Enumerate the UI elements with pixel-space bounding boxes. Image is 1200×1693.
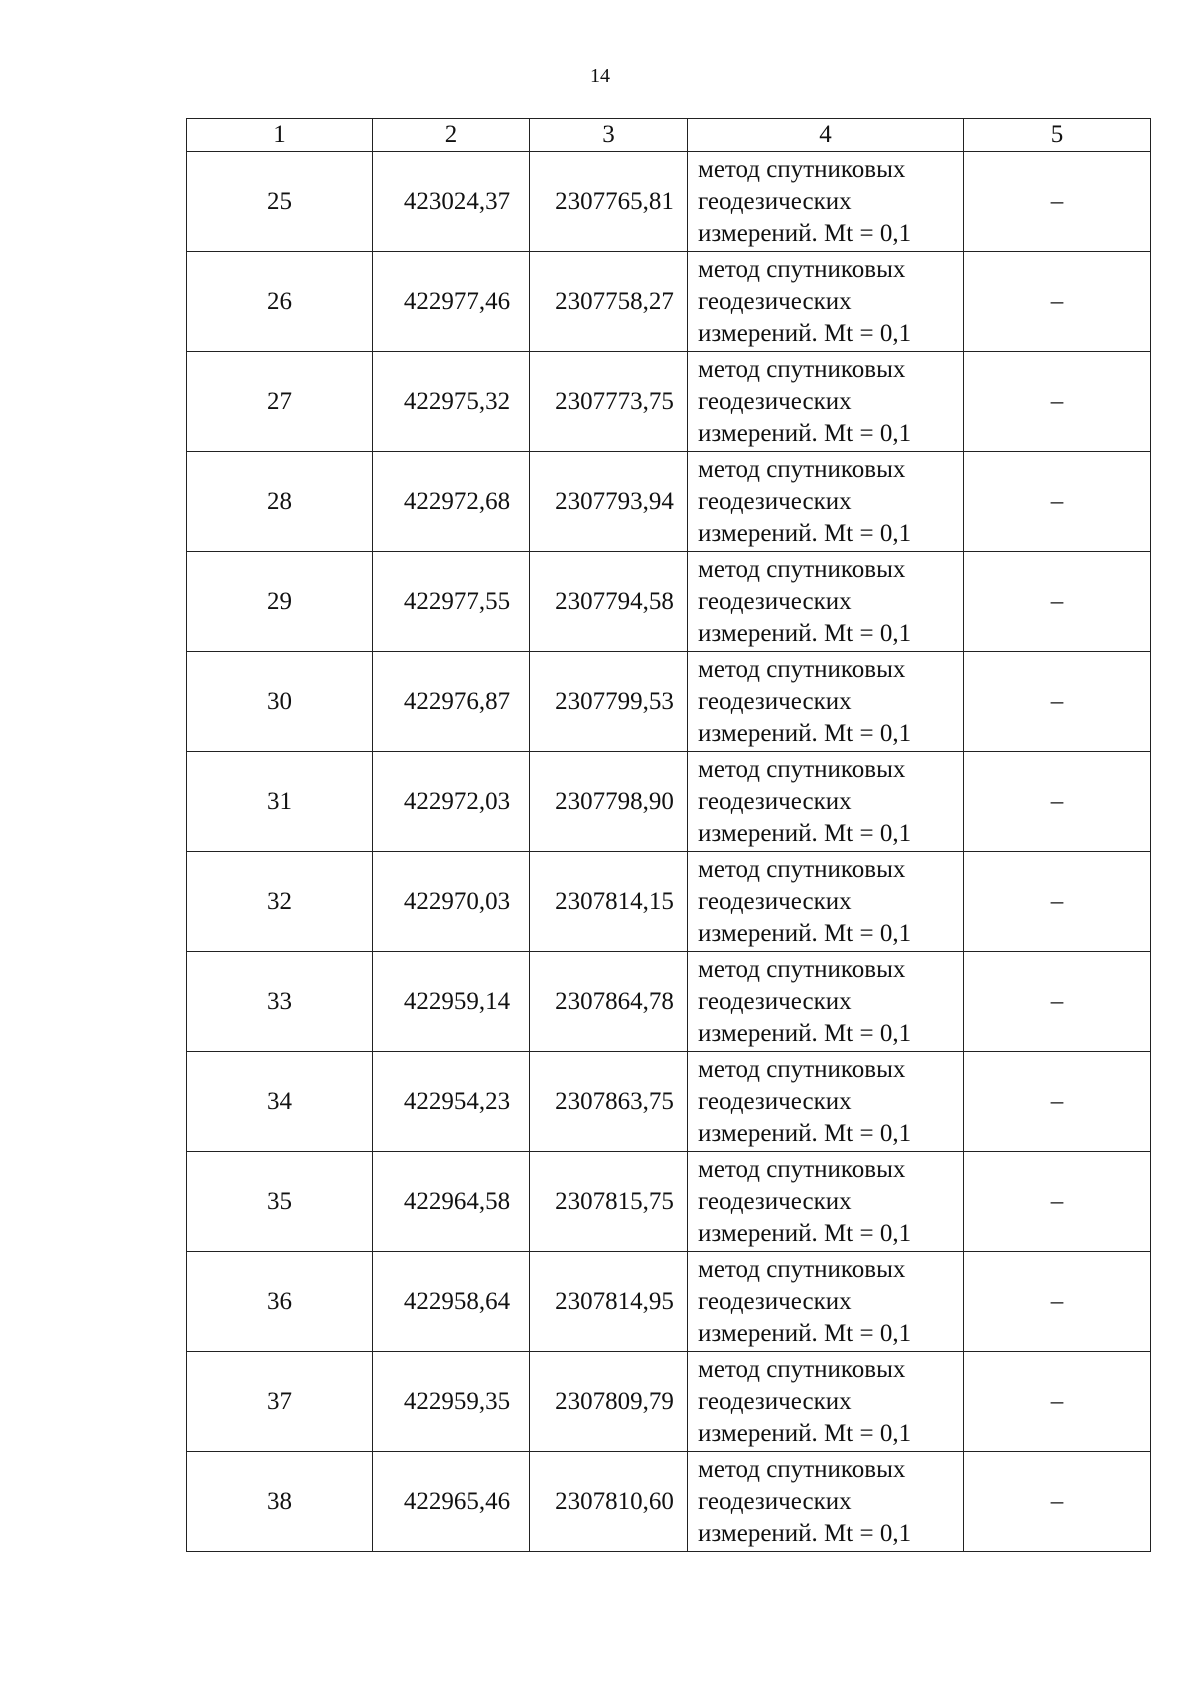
method-text-line: измерений. Mt = 0,1 bbox=[698, 1419, 912, 1447]
table-row bbox=[187, 452, 1151, 552]
table-row bbox=[187, 1452, 1151, 1552]
method-text-line: метод спутниковых bbox=[698, 455, 906, 483]
header-col-2: 2 bbox=[373, 119, 530, 152]
method-text-line: геодезических bbox=[698, 887, 852, 915]
method-text-line: измерений. Mt = 0,1 bbox=[698, 1219, 912, 1247]
method-text-line: метод спутниковых bbox=[698, 1255, 906, 1283]
coordinate-x: 422954,23 bbox=[373, 1052, 530, 1152]
note-dash: – bbox=[964, 252, 1151, 352]
method-text-line: геодезических bbox=[698, 1387, 852, 1415]
method-text-line: геодезических bbox=[698, 687, 852, 715]
method-text-line: метод спутниковых bbox=[698, 155, 906, 183]
measurement-method bbox=[688, 452, 964, 552]
table-row bbox=[187, 852, 1151, 952]
note-dash: – bbox=[964, 1152, 1151, 1252]
measurement-method bbox=[688, 652, 964, 752]
note-dash: – bbox=[964, 1452, 1151, 1552]
header-col-1: 1 bbox=[187, 119, 373, 152]
coordinate-y: 2307814,15 bbox=[530, 852, 688, 952]
note-dash: – bbox=[964, 952, 1151, 1052]
page-number: 14 bbox=[590, 65, 610, 87]
note-dash: – bbox=[964, 652, 1151, 752]
table-row bbox=[187, 952, 1151, 1052]
method-text-line: измерений. Mt = 0,1 bbox=[698, 819, 912, 847]
method-text-line: измерений. Mt = 0,1 bbox=[698, 419, 912, 447]
coordinate-x: 422965,46 bbox=[373, 1452, 530, 1552]
coordinate-x: 422977,55 bbox=[373, 552, 530, 652]
point-number: 36 bbox=[187, 1252, 373, 1352]
method-text-line: измерений. Mt = 0,1 bbox=[698, 1519, 912, 1547]
point-number: 33 bbox=[187, 952, 373, 1052]
method-text-line: измерений. Mt = 0,1 bbox=[698, 1119, 912, 1147]
coordinate-y: 2307799,53 bbox=[530, 652, 688, 752]
method-text-line: метод спутниковых bbox=[698, 655, 906, 683]
coordinates-table bbox=[186, 118, 1151, 1552]
method-text-line: измерений. Mt = 0,1 bbox=[698, 919, 912, 947]
note-dash: – bbox=[964, 452, 1151, 552]
coordinate-y: 2307794,58 bbox=[530, 552, 688, 652]
header-col-4: 4 bbox=[688, 119, 964, 152]
table-row bbox=[187, 1152, 1151, 1252]
coordinate-y: 2307864,78 bbox=[530, 952, 688, 1052]
header-col-3: 3 bbox=[530, 119, 688, 152]
method-text-line: метод спутниковых bbox=[698, 1355, 906, 1383]
measurement-method bbox=[688, 1052, 964, 1152]
coordinate-x: 422975,32 bbox=[373, 352, 530, 452]
coordinate-x: 422959,14 bbox=[373, 952, 530, 1052]
method-text-line: геодезических bbox=[698, 287, 852, 315]
measurement-method bbox=[688, 752, 964, 852]
measurement-method bbox=[688, 1452, 964, 1552]
method-text-line: измерений. Mt = 0,1 bbox=[698, 219, 912, 247]
coordinate-x: 422959,35 bbox=[373, 1352, 530, 1452]
method-text-line: метод спутниковых bbox=[698, 555, 906, 583]
table-row bbox=[187, 652, 1151, 752]
point-number: 34 bbox=[187, 1052, 373, 1152]
coordinate-x: 422970,03 bbox=[373, 852, 530, 952]
table-row bbox=[187, 152, 1151, 252]
measurement-method bbox=[688, 1152, 964, 1252]
method-text-line: измерений. Mt = 0,1 bbox=[698, 619, 912, 647]
coordinate-y: 2307810,60 bbox=[530, 1452, 688, 1552]
note-dash: – bbox=[964, 1052, 1151, 1152]
method-text-line: геодезических bbox=[698, 487, 852, 515]
measurement-method bbox=[688, 552, 964, 652]
method-text-line: метод спутниковых bbox=[698, 755, 906, 783]
method-text-line: метод спутниковых bbox=[698, 255, 906, 283]
table-row bbox=[187, 352, 1151, 452]
coordinate-y: 2307798,90 bbox=[530, 752, 688, 852]
note-dash: – bbox=[964, 752, 1151, 852]
method-text-line: геодезических bbox=[698, 987, 852, 1015]
point-number: 37 bbox=[187, 1352, 373, 1452]
point-number: 25 bbox=[187, 152, 373, 252]
measurement-method bbox=[688, 252, 964, 352]
coordinate-y: 2307793,94 bbox=[530, 452, 688, 552]
coordinate-y: 2307809,79 bbox=[530, 1352, 688, 1452]
point-number: 32 bbox=[187, 852, 373, 952]
method-text-line: метод спутниковых bbox=[698, 1055, 906, 1083]
method-text-line: метод спутниковых bbox=[698, 1155, 906, 1183]
point-number: 27 bbox=[187, 352, 373, 452]
measurement-method bbox=[688, 152, 964, 252]
method-text-line: геодезических bbox=[698, 787, 852, 815]
point-number: 29 bbox=[187, 552, 373, 652]
method-text-line: геодезических bbox=[698, 187, 852, 215]
table-body bbox=[187, 152, 1151, 1552]
measurement-method bbox=[688, 352, 964, 452]
coordinate-x: 422977,46 bbox=[373, 252, 530, 352]
method-text-line: измерений. Mt = 0,1 bbox=[698, 319, 912, 347]
method-text-line: метод спутниковых bbox=[698, 955, 906, 983]
method-text-line: измерений. Mt = 0,1 bbox=[698, 519, 912, 547]
coordinate-y: 2307863,75 bbox=[530, 1052, 688, 1152]
table-row bbox=[187, 252, 1151, 352]
table-header-row bbox=[187, 119, 1151, 152]
method-text-line: метод спутниковых bbox=[698, 1455, 906, 1483]
table-row bbox=[187, 1052, 1151, 1152]
table-row bbox=[187, 1252, 1151, 1352]
note-dash: – bbox=[964, 852, 1151, 952]
coordinate-x: 422972,68 bbox=[373, 452, 530, 552]
measurement-method bbox=[688, 852, 964, 952]
point-number: 28 bbox=[187, 452, 373, 552]
measurement-method bbox=[688, 1352, 964, 1452]
note-dash: – bbox=[964, 1352, 1151, 1452]
method-text-line: метод спутниковых bbox=[698, 855, 906, 883]
point-number: 38 bbox=[187, 1452, 373, 1552]
coordinate-y: 2307765,81 bbox=[530, 152, 688, 252]
coordinate-x: 422958,64 bbox=[373, 1252, 530, 1352]
note-dash: – bbox=[964, 352, 1151, 452]
note-dash: – bbox=[964, 1252, 1151, 1352]
measurement-method bbox=[688, 1252, 964, 1352]
coordinate-y: 2307758,27 bbox=[530, 252, 688, 352]
coordinate-y: 2307814,95 bbox=[530, 1252, 688, 1352]
point-number: 35 bbox=[187, 1152, 373, 1252]
coordinate-x: 422976,87 bbox=[373, 652, 530, 752]
method-text-line: измерений. Mt = 0,1 bbox=[698, 1019, 912, 1047]
coordinate-x: 422964,58 bbox=[373, 1152, 530, 1252]
method-text-line: геодезических bbox=[698, 1187, 852, 1215]
coordinate-y: 2307773,75 bbox=[530, 352, 688, 452]
method-text-line: геодезических bbox=[698, 587, 852, 615]
method-text-line: геодезических bbox=[698, 387, 852, 415]
measurement-method bbox=[688, 952, 964, 1052]
method-text-line: измерений. Mt = 0,1 bbox=[698, 719, 912, 747]
coordinate-y: 2307815,75 bbox=[530, 1152, 688, 1252]
table-row bbox=[187, 752, 1151, 852]
point-number: 31 bbox=[187, 752, 373, 852]
note-dash: – bbox=[964, 552, 1151, 652]
point-number: 30 bbox=[187, 652, 373, 752]
note-dash: – bbox=[964, 152, 1151, 252]
table-row bbox=[187, 552, 1151, 652]
table-row bbox=[187, 1352, 1151, 1452]
method-text-line: геодезических bbox=[698, 1487, 852, 1515]
point-number: 26 bbox=[187, 252, 373, 352]
method-text-line: геодезических bbox=[698, 1287, 852, 1315]
method-text-line: метод спутниковых bbox=[698, 355, 906, 383]
method-text-line: измерений. Mt = 0,1 bbox=[698, 1319, 912, 1347]
coordinate-x: 423024,37 bbox=[373, 152, 530, 252]
coordinate-x: 422972,03 bbox=[373, 752, 530, 852]
method-text-line: геодезических bbox=[698, 1087, 852, 1115]
header-col-5: 5 bbox=[964, 119, 1151, 152]
